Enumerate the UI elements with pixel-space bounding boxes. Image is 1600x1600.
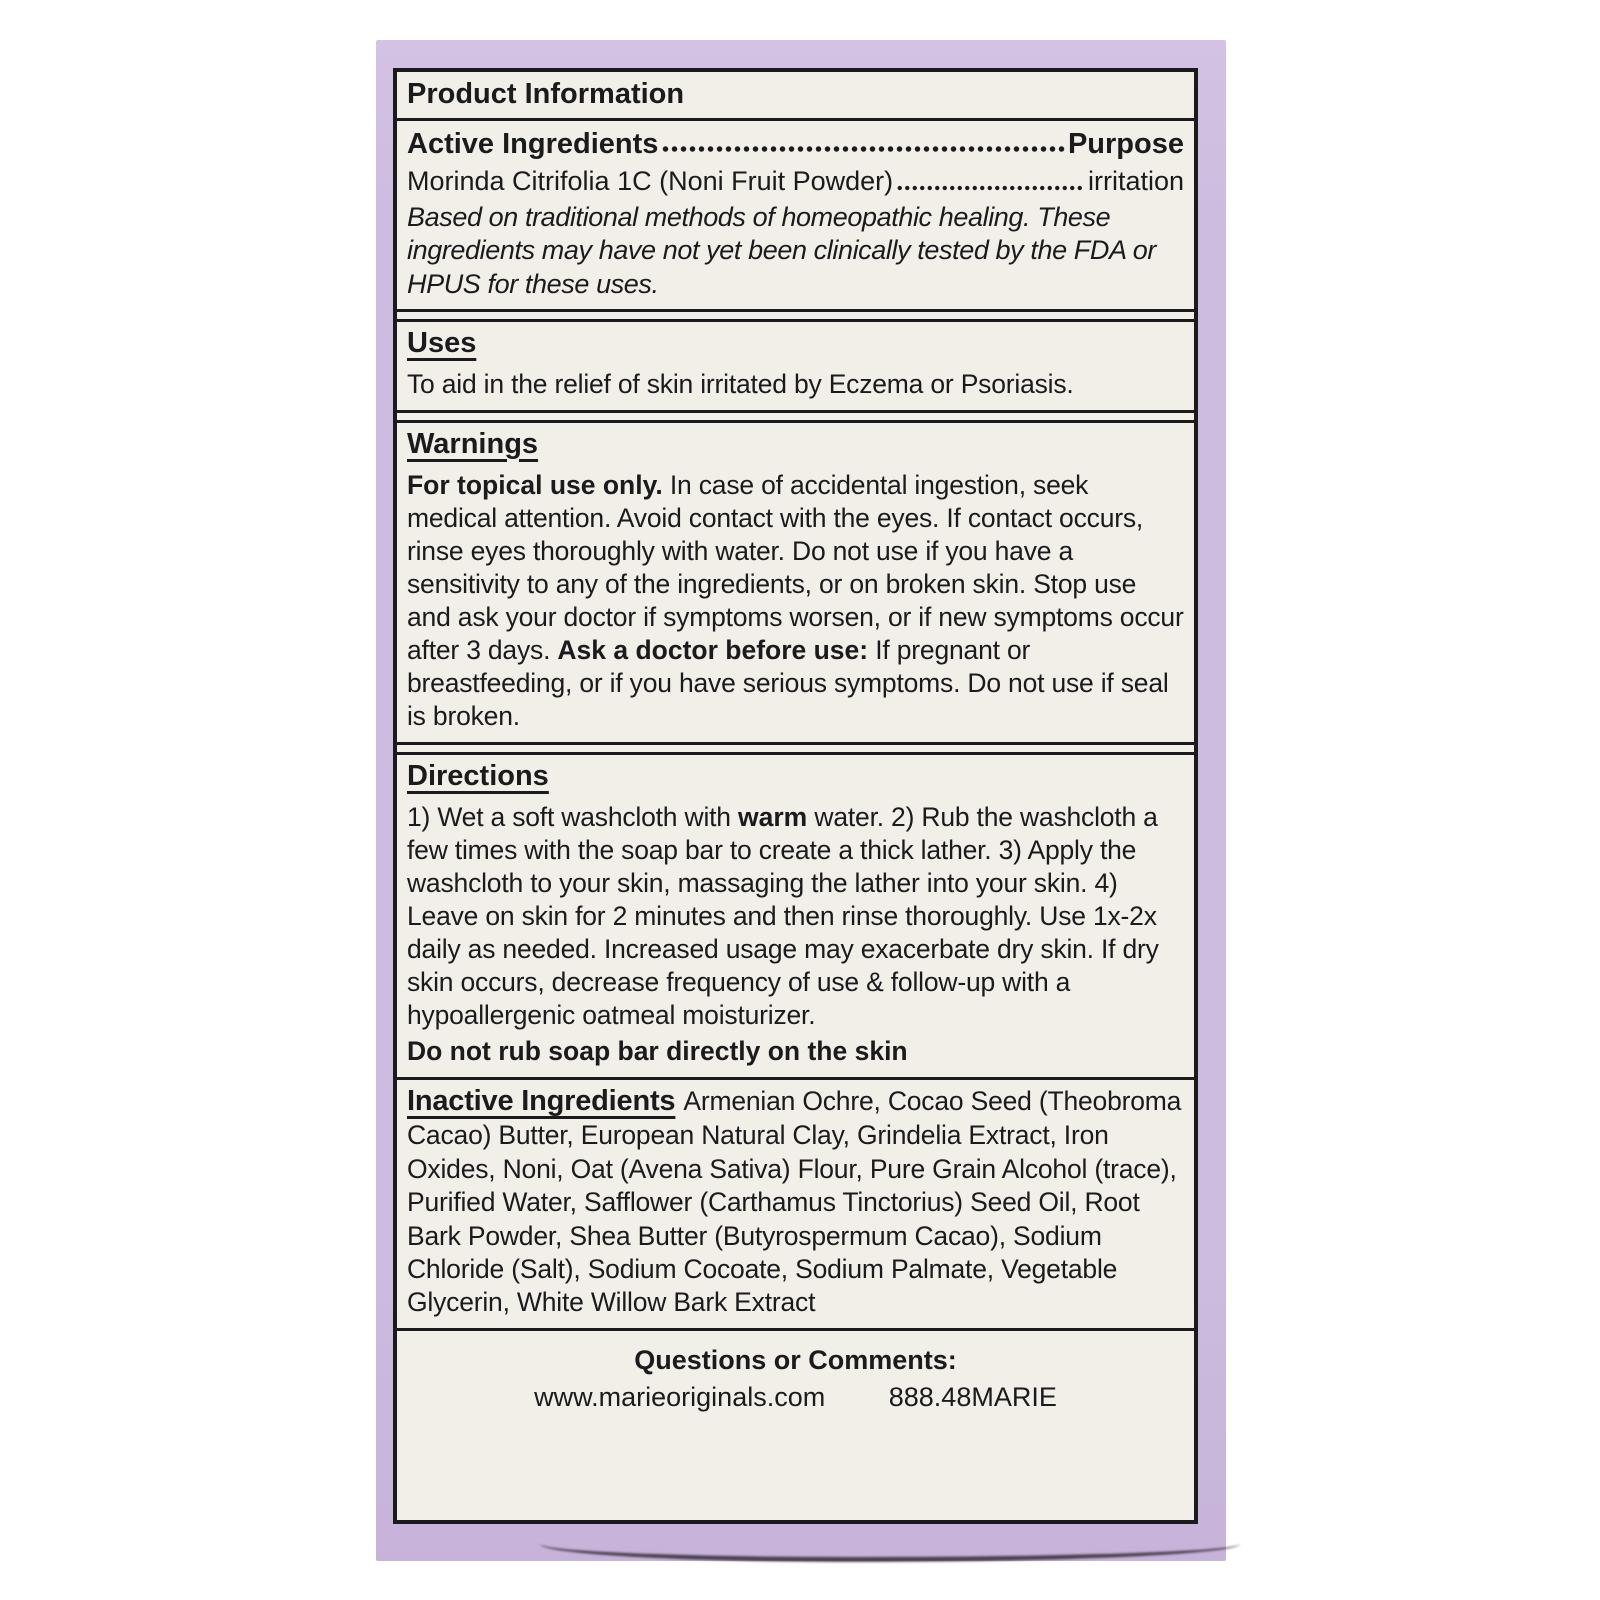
- product-information-title: Product Information: [407, 78, 685, 110]
- section-active-ingredients: [397, 121, 1194, 312]
- active-ingredients-heading: Active Ingredients: [407, 128, 659, 160]
- dot-leader: [896, 184, 1085, 192]
- warnings-heading: Warnings: [407, 427, 539, 460]
- directions-heading: Directions: [407, 759, 549, 792]
- warnings-body: For topical use only. In case of accidental ingestion, seek medical attention. Avoid contact with the eyes. If contact occurs, rinse eyes thoroughly with water. Do not use if you have a sensitivity to any of the ingredients, or on broken skin. Stop use and ask your doctor if symptoms worsen, or if new symptoms occur after 3 days. Ask a doctor before use: If pregnant or breastfeeding, or if you have serious symptoms. Do not use if seal is broken.: [407, 469, 1184, 732]
- directions-body: 1) Wet a soft washcloth with warm water. 2) Rub the washcloth a few times with the soap bar to create a thick lather. 3) Apply the washcloth to your skin, massaging the lather into your skin. 4) Leave on skin for 2 minutes and then rinse thoroughly. Use 1x-2x daily as needed. Increased usage may exacerbate dry skin. If dry skin occurs, decrease frequency of use & follow-up with a hypoallergenic oatmeal moisturizer.: [407, 801, 1159, 1031]
- active-ingredient-row: [407, 166, 1184, 197]
- active-ingredients-heading-row: [407, 124, 1184, 161]
- inactive-ingredients-heading: Inactive Ingredients: [407, 1084, 676, 1117]
- section-product-information: [397, 72, 1194, 121]
- contact-line: [407, 1382, 1184, 1413]
- label-panel: [393, 68, 1198, 1524]
- contact-phone: 888.48MARIE: [888, 1381, 1057, 1412]
- inactive-ingredients-body: Armenian Ochre, Cocao Seed (Theobroma Cacao) Butter, European Natural Clay, Grindelia Extract, Iron Oxides, Noni, Oat (Avena Sativa) Flour, Pure Grain Alcohol (trace), Purified Water, Safflower (Carthamus Tinctorius) Seed Oil, Root Bark Powder, Shea Butter (Butyrospermum Cacao), Sodium Chloride (Salt), Sodium Cocoate, Sodium Palmate, Vegetable Glycerin, White Willow Bark Extract: [407, 1085, 1182, 1318]
- section-directions: [397, 752, 1194, 1080]
- purpose-heading: Purpose: [1067, 128, 1184, 160]
- homeopathic-note: Based on traditional methods of homeopathic healing. These ingredients may have not yet been clinically tested by the FDA or HPUS for these uses.: [407, 202, 1156, 299]
- product-box-back-panel: [376, 40, 1226, 1561]
- contact-heading: Questions or Comments:: [634, 1344, 957, 1375]
- section-divider-gap: [397, 745, 1194, 752]
- ingredient-name: Morinda Citrifolia 1C (Noni Fruit Powder): [407, 166, 894, 196]
- section-inactive-ingredients: [397, 1080, 1194, 1331]
- section-uses: [397, 319, 1194, 412]
- uses-heading: Uses: [407, 327, 477, 360]
- section-warnings: [397, 420, 1194, 745]
- uses-body: To aid in the relief of skin irritated by Eczema or Psoriasis.: [407, 369, 1074, 400]
- section-divider-gap: [397, 413, 1194, 420]
- contact-website: www.marieoriginals.com: [534, 1381, 826, 1412]
- directions-warning-line: Do not rub soap bar directly on the skin: [407, 1036, 908, 1067]
- section-divider-gap: [397, 312, 1194, 319]
- section-questions-comments: [397, 1331, 1194, 1520]
- inactive-ingredients-paragraph: [407, 1083, 1184, 1320]
- dot-leader: [661, 144, 1065, 154]
- ingredient-purpose: irritation: [1087, 166, 1184, 196]
